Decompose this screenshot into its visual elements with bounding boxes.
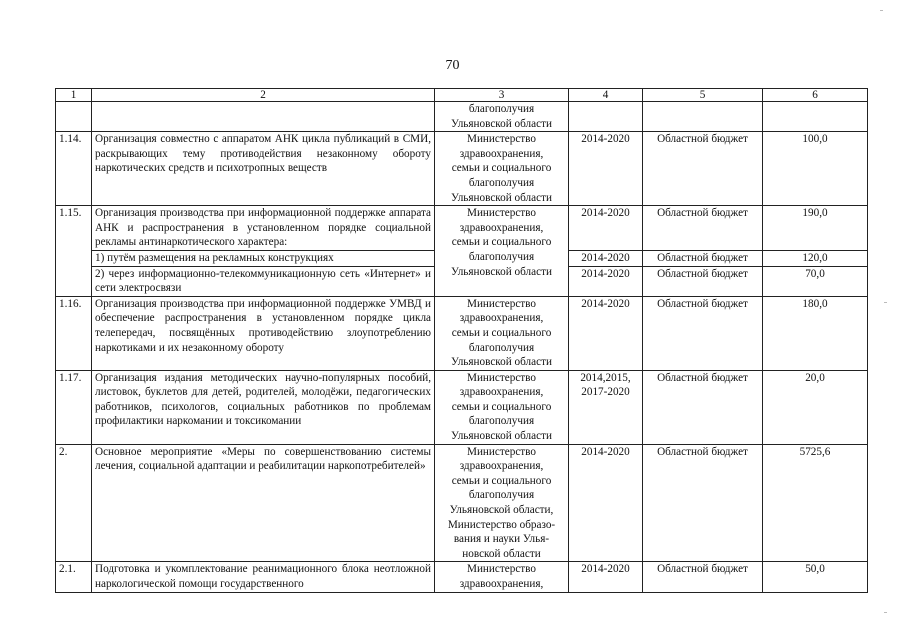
- table-row: [56, 206, 868, 251]
- cell-amount: [763, 102, 868, 132]
- cell-source: Областной бюджет: [643, 562, 763, 592]
- cell-desc: Основное мероприятие «Меры по совершенствованию системы лечения, социальной адаптации и реабилитации наркопотребителей»: [92, 444, 435, 562]
- cell-years: [569, 370, 643, 444]
- org-line: благополучия: [468, 103, 535, 115]
- cell-years: 2014-2020: [569, 266, 643, 296]
- org-line: благополучия: [468, 341, 535, 354]
- table-row: [56, 562, 868, 592]
- cell-org: [435, 132, 569, 206]
- org-line: Министерство: [467, 297, 536, 310]
- org-line: Ульяновской области: [451, 430, 552, 443]
- org-line: благополучия: [468, 489, 535, 502]
- cell-desc: Организация производства при информационной поддержке аппарата АНК и распространения в установленном порядке социальной рекламы антинаркотического характера:: [92, 206, 435, 251]
- cell-org: [435, 296, 569, 370]
- org-line: новской области: [462, 547, 541, 560]
- table-header-row: [56, 89, 868, 102]
- cell-amount: 5725,6: [763, 444, 868, 562]
- org-line: вания и науки Улья-: [453, 533, 550, 546]
- table-row: [56, 444, 868, 562]
- org-line: здравоохранения,: [459, 386, 544, 399]
- cell-org: [435, 206, 569, 297]
- cell-source: [643, 102, 763, 132]
- org-line: благополучия: [468, 415, 535, 428]
- cell-years: 2014-2020: [569, 206, 643, 251]
- cell-amount: 190,0: [763, 206, 868, 251]
- org-line: Министерство образо-: [447, 518, 556, 531]
- table-row: [56, 370, 868, 444]
- program-table: [55, 88, 868, 593]
- org-line: Ульяновской области: [451, 356, 552, 369]
- cell-amount: 70,0: [763, 266, 868, 296]
- cell-org: [435, 444, 569, 562]
- cell-years: 2014-2020: [569, 296, 643, 370]
- cell-org: [435, 370, 569, 444]
- cell-years: 2014-2020: [569, 132, 643, 206]
- cell-num: 1.15.: [56, 206, 92, 297]
- cell-amount: 180,0: [763, 296, 868, 370]
- cell-amount: 120,0: [763, 250, 868, 266]
- scan-mark: [884, 302, 887, 303]
- cell-amount: 100,0: [763, 132, 868, 206]
- table-row-continuation: [56, 102, 868, 132]
- org-line: Министерство: [467, 207, 536, 220]
- header-col-5: 5: [643, 89, 763, 102]
- org-line: Министерство: [467, 563, 536, 576]
- header-col-6: 6: [763, 89, 868, 102]
- cell-desc: Подготовка и укомплектование реанимационного блока неотложной наркологической помощи государственного: [92, 562, 435, 592]
- cell-desc: Организация производства при информационной поддержке УМВД и обеспечение распространения в установленном порядке цикла телепередач, посвящённых противодействию злоупотреблению наркотиками и их незаконному обороту: [92, 296, 435, 370]
- years-line: 2014,2015,: [580, 371, 631, 384]
- cell-desc: [92, 102, 435, 132]
- cell-amount: 20,0: [763, 370, 868, 444]
- cell-num: 2.1.: [56, 562, 92, 592]
- header-col-1: 1: [56, 89, 92, 102]
- cell-years: 2014-2020: [569, 250, 643, 266]
- cell-source: Областной бюджет: [643, 132, 763, 206]
- org-line: семьи и социального: [451, 162, 552, 175]
- org-line: Ульяновской области: [451, 265, 552, 278]
- org-line: Ульяновской области,: [449, 504, 554, 517]
- cell-years: 2014-2020: [569, 562, 643, 592]
- org-line: благополучия: [468, 250, 535, 263]
- header-col-4: 4: [569, 89, 643, 102]
- cell-num: 1.17.: [56, 370, 92, 444]
- scan-mark: [884, 612, 887, 613]
- cell-source: Областной бюджет: [643, 266, 763, 296]
- page-number: 70: [445, 58, 460, 73]
- header-col-3: 3: [435, 89, 569, 102]
- org-line: здравоохранения,: [459, 221, 544, 234]
- cell-desc: Организация совместно с аппаратом АНК цикла публикаций в СМИ, раскрывающих тему противодействия незаконному обороту наркотических средств и психотропных веществ: [92, 132, 435, 206]
- cell-source: Областной бюджет: [643, 206, 763, 251]
- header-col-2: 2: [92, 89, 435, 102]
- cell-years: [569, 102, 643, 132]
- cell-desc: 1) путём размещения на рекламных конструкциях: [92, 250, 435, 266]
- org-line: Министерство: [467, 133, 536, 146]
- cell-org: [435, 562, 569, 592]
- years-line: 2017-2020: [581, 386, 630, 399]
- org-line: здравоохранения,: [459, 147, 544, 160]
- cell-source: Областной бюджет: [643, 370, 763, 444]
- org-line: здравоохранения,: [459, 460, 544, 473]
- org-line: Министерство: [467, 371, 536, 384]
- cell-source: Областной бюджет: [643, 250, 763, 266]
- org-line: здравоохранения,: [459, 312, 544, 325]
- org-line: Ульяновской области: [451, 117, 552, 130]
- cell-years: 2014-2020: [569, 444, 643, 562]
- org-line: Министерство: [467, 445, 536, 458]
- org-line: благополучия: [468, 176, 535, 189]
- cell-num: 1.16.: [56, 296, 92, 370]
- org-line: семьи и социального: [451, 474, 552, 487]
- cell-source: Областной бюджет: [643, 444, 763, 562]
- org-line: семьи и социального: [451, 236, 552, 249]
- table-row: [56, 132, 868, 206]
- cell-org: [435, 102, 569, 132]
- org-line: семьи и социального: [451, 326, 552, 339]
- org-line: Ульяновской области: [451, 191, 552, 204]
- cell-desc: 2) через информационно-телекоммуникационную сеть «Интернет» и сети электросвязи: [92, 266, 435, 296]
- cell-desc: Организация издания методических научно-популярных пособий, листовок, буклетов для детей, родителей, молодёжи, педагогических работников, психологов, социальных работников по проблемам профилактики наркомании и токсикомании: [92, 370, 435, 444]
- org-line: семьи и социального: [451, 400, 552, 413]
- table-row: [56, 296, 868, 370]
- cell-num: 2.: [56, 444, 92, 562]
- cell-num: [56, 102, 92, 132]
- scan-mark: [880, 10, 883, 11]
- cell-amount: 50,0: [763, 562, 868, 592]
- org-line: здравоохранения,: [459, 578, 544, 590]
- cell-source: Областной бюджет: [643, 296, 763, 370]
- cell-num: 1.14.: [56, 132, 92, 206]
